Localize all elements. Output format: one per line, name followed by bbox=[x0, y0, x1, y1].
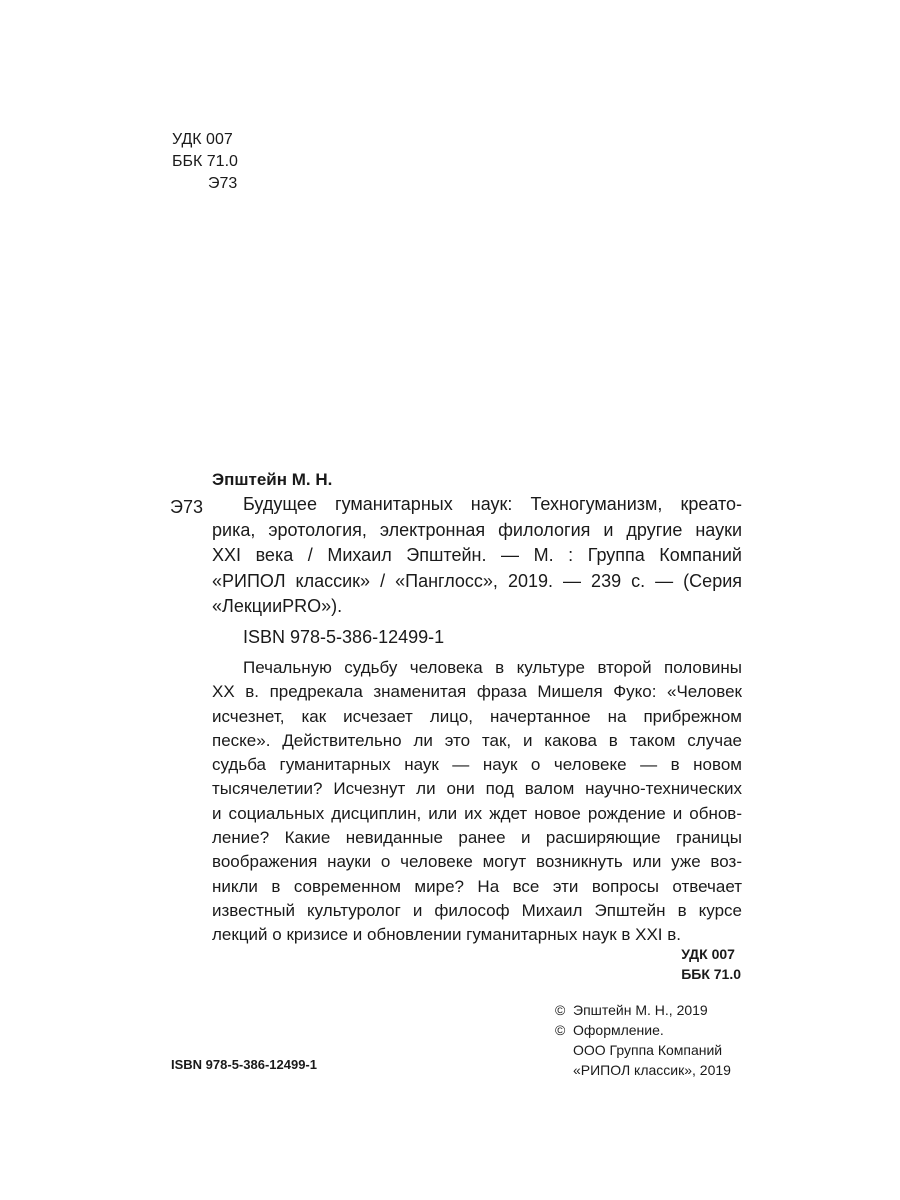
copyright-author: Эпштейн М. Н., 2019 bbox=[573, 1002, 708, 1018]
header-bbk-code: ББК 71.0 bbox=[172, 153, 238, 170]
annotation-line: исчезнет, как исчезает лицо, начертанное на прибрежном bbox=[212, 706, 742, 726]
copyright-row bbox=[555, 1020, 731, 1040]
bib-line: рика, эротология, электронная филология и другие науки bbox=[212, 519, 742, 540]
footer-udk-code: УДК 007 bbox=[681, 946, 735, 962]
header-classification-codes bbox=[172, 129, 238, 195]
annotation-line: воображения науки о человеке могут возникнуть или уже воз- bbox=[212, 852, 742, 872]
annotation-line: XX в. предрекала знаменитая фраза Мишеля Фуко: «Человек bbox=[212, 682, 742, 702]
annotation-line: никли в современном мире? На все эти вопросы отвечает bbox=[212, 876, 742, 896]
copyright-row bbox=[555, 1000, 731, 1020]
bib-line: XXI века / Михаил Эпштейн. — М. : Группа Компаний bbox=[212, 545, 742, 565]
bib-line: «ЛекцииPRO»). bbox=[212, 596, 343, 616]
annotation-line: известный культуролог и философ Михаил Эпштейн в курсе bbox=[212, 900, 742, 920]
bib-line: Будущее гуманитарных наук: Техногуманизм, креато- bbox=[243, 494, 742, 514]
annotation-line: лекций о кризисе и обновлении гуманитарных наук в XXI в. bbox=[212, 925, 681, 945]
annotation-line: судьба гуманитарных наук — наук о человеке — в новом bbox=[212, 755, 742, 775]
footer-bbk-code: ББК 71.0 bbox=[681, 966, 741, 982]
annotation-line: Печальную судьбу человека в культуре второй половины bbox=[243, 658, 742, 677]
annotation-line: тысячелетии? Исчезнут ли они под валом научно-технических bbox=[212, 779, 742, 799]
copyright-icon: © bbox=[555, 1002, 566, 1018]
author-heading: Эпштейн М. Н. bbox=[212, 470, 333, 489]
bib-line: «РИПОЛ классик» / «Панглосс», 2019. — 239 с. — (Серия bbox=[212, 570, 742, 591]
record-author-mark: Э73 bbox=[170, 497, 203, 517]
copyright-publisher: ООО Группа Компаний bbox=[573, 1042, 723, 1058]
annotation bbox=[212, 656, 742, 948]
record-isbn: ISBN 978-5-386-12499-1 bbox=[243, 627, 445, 647]
annotation-line: и социальных дисциплин, или их ждет новое рождение и обнов- bbox=[212, 803, 742, 823]
footer-isbn: ISBN 978-5-386-12499-1 bbox=[171, 1057, 317, 1072]
header-author-mark: Э73 bbox=[208, 175, 238, 192]
bibliographic-description bbox=[212, 492, 742, 620]
annotation-line: ление? Какие невиданные ранее и расширяющие границы bbox=[212, 828, 742, 848]
copyright-icon: © bbox=[555, 1022, 566, 1038]
annotation-line: песке». Действительно ли это так, и какова в таком случае bbox=[212, 730, 742, 750]
copyright-design: Оформление. bbox=[573, 1022, 664, 1038]
copyright-block bbox=[555, 1000, 731, 1080]
footer-classification-codes bbox=[681, 944, 741, 984]
copyright-publisher-year: «РИПОЛ классик», 2019 bbox=[573, 1062, 731, 1078]
header-udk-code: УДК 007 bbox=[172, 131, 233, 148]
